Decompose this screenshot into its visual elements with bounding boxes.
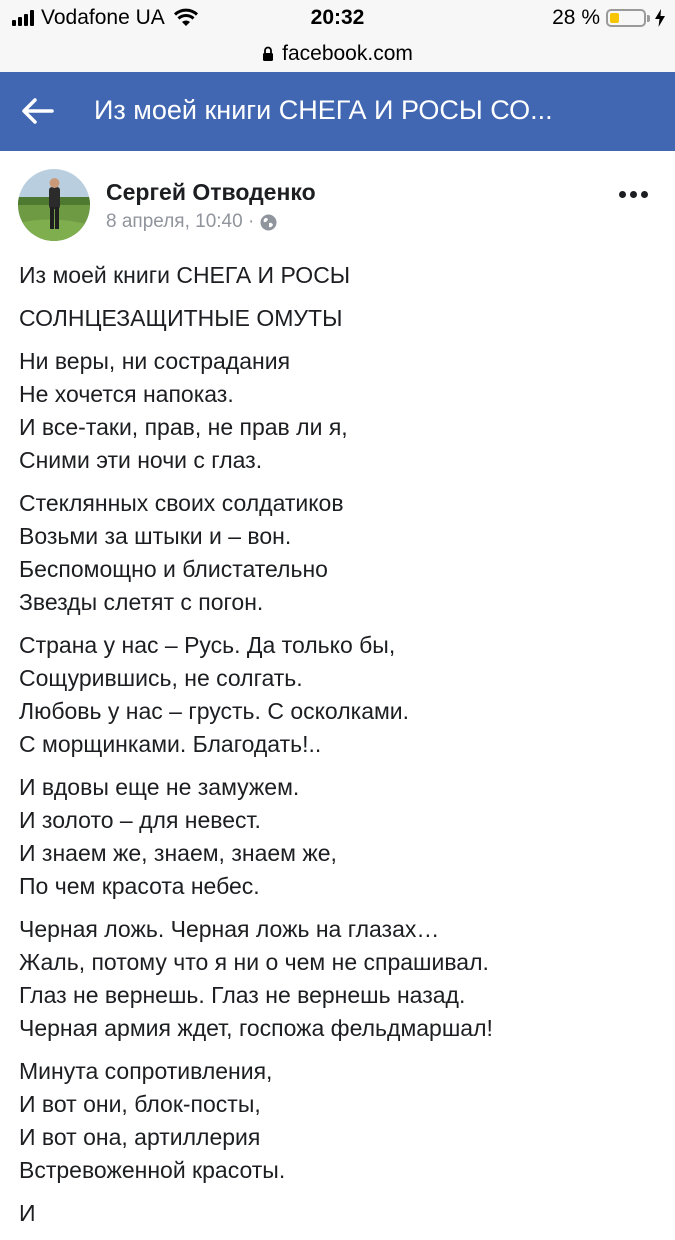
poem-line: И вдовы еще не замужем. xyxy=(19,774,300,800)
poem-line: Сощурившись, не солгать. xyxy=(19,665,303,691)
carrier-name: Vodafone UA xyxy=(41,6,165,29)
poem-line: Стеклянных своих солдатиков xyxy=(19,490,344,516)
poem-line: И вот они, блок-посты, xyxy=(19,1091,261,1117)
poem-line: Жаль, потому что я ни о чем не спрашивал. xyxy=(19,949,489,975)
battery-level xyxy=(610,13,619,23)
back-arrow-icon[interactable] xyxy=(20,96,54,126)
poem-line: Встревоженной красоты. xyxy=(19,1157,286,1183)
post-date[interactable]: 8 апреля, 10:40 · xyxy=(106,211,255,232)
page-title: Из моей книги СНЕГА И РОСЫ СО... xyxy=(94,95,553,125)
battery-icon xyxy=(606,9,646,27)
poem-line: Черная ложь. Черная ложь на глазах… xyxy=(19,916,440,942)
poem-stanza xyxy=(19,913,659,1045)
poem-line: По чем красота небес. xyxy=(19,873,260,899)
poem-line: И все-таки, прав, не прав ли я, xyxy=(19,414,348,440)
poem-stanza xyxy=(19,771,659,903)
poem-line: Звезды слетят с погон. xyxy=(19,589,264,615)
address-bar[interactable] xyxy=(0,36,675,72)
post-author[interactable]: Сергей Отводенко xyxy=(106,179,316,205)
poem-stanza xyxy=(19,1197,659,1230)
lock-icon xyxy=(262,46,274,62)
poem-line: И золото – для невест. xyxy=(19,807,261,833)
status-bar xyxy=(0,0,675,36)
poem-line: И xyxy=(19,1200,36,1226)
more-dot-icon xyxy=(619,191,626,198)
poem-stanza xyxy=(19,1055,659,1187)
poem-stanza xyxy=(19,345,659,477)
more-options-button[interactable] xyxy=(619,191,648,198)
poem-line: Черная армия ждет, госпожа фельдмаршал! xyxy=(19,1015,493,1041)
battery-cap xyxy=(647,15,650,22)
clock: 20:32 xyxy=(310,6,365,29)
poem-line: Минута сопротивления, xyxy=(19,1058,273,1084)
avatar[interactable] xyxy=(18,169,90,241)
poem-line: Глаз не вернешь. Глаз не вернешь назад. xyxy=(19,982,466,1008)
url-text: facebook.com xyxy=(282,42,413,65)
globe-icon xyxy=(260,214,277,231)
poem-line: С морщинками. Благодать!.. xyxy=(19,731,322,757)
page-header xyxy=(0,72,675,151)
poem-stanza xyxy=(19,487,659,619)
poem-line: Любовь у нас – грусть. С осколками. xyxy=(19,698,410,724)
poem-stanza xyxy=(19,629,659,761)
poem-line: Ни веры, ни сострадания xyxy=(19,348,291,374)
poem-line: И знаем же, знаем, знаем же, xyxy=(19,840,337,866)
poem-line: И вот она, артиллерия xyxy=(19,1124,261,1150)
post-body xyxy=(19,259,659,1240)
poem-line: Не хочется напоказ. xyxy=(19,381,234,407)
avatar-photo xyxy=(18,169,90,241)
poem-line: Страна у нас – Русь. Да только бы, xyxy=(19,632,396,658)
poem xyxy=(19,345,659,1230)
poem-line: Сними эти ночи с глаз. xyxy=(19,447,263,473)
more-dot-icon xyxy=(630,191,637,198)
post-title-line: Из моей книги СНЕГА И РОСЫ xyxy=(19,262,351,288)
poem-line: Возьми за штыки и – вон. xyxy=(19,523,292,549)
more-dot-icon xyxy=(641,191,648,198)
poem-line: Беспомощно и блистательно xyxy=(19,556,328,582)
post-meta xyxy=(106,211,277,233)
charging-bolt-icon xyxy=(655,9,665,27)
post-title-line: СОЛНЦЕЗАЩИТНЫЕ ОМУТЫ xyxy=(19,305,343,331)
battery-percentage: 28 % xyxy=(552,6,600,29)
